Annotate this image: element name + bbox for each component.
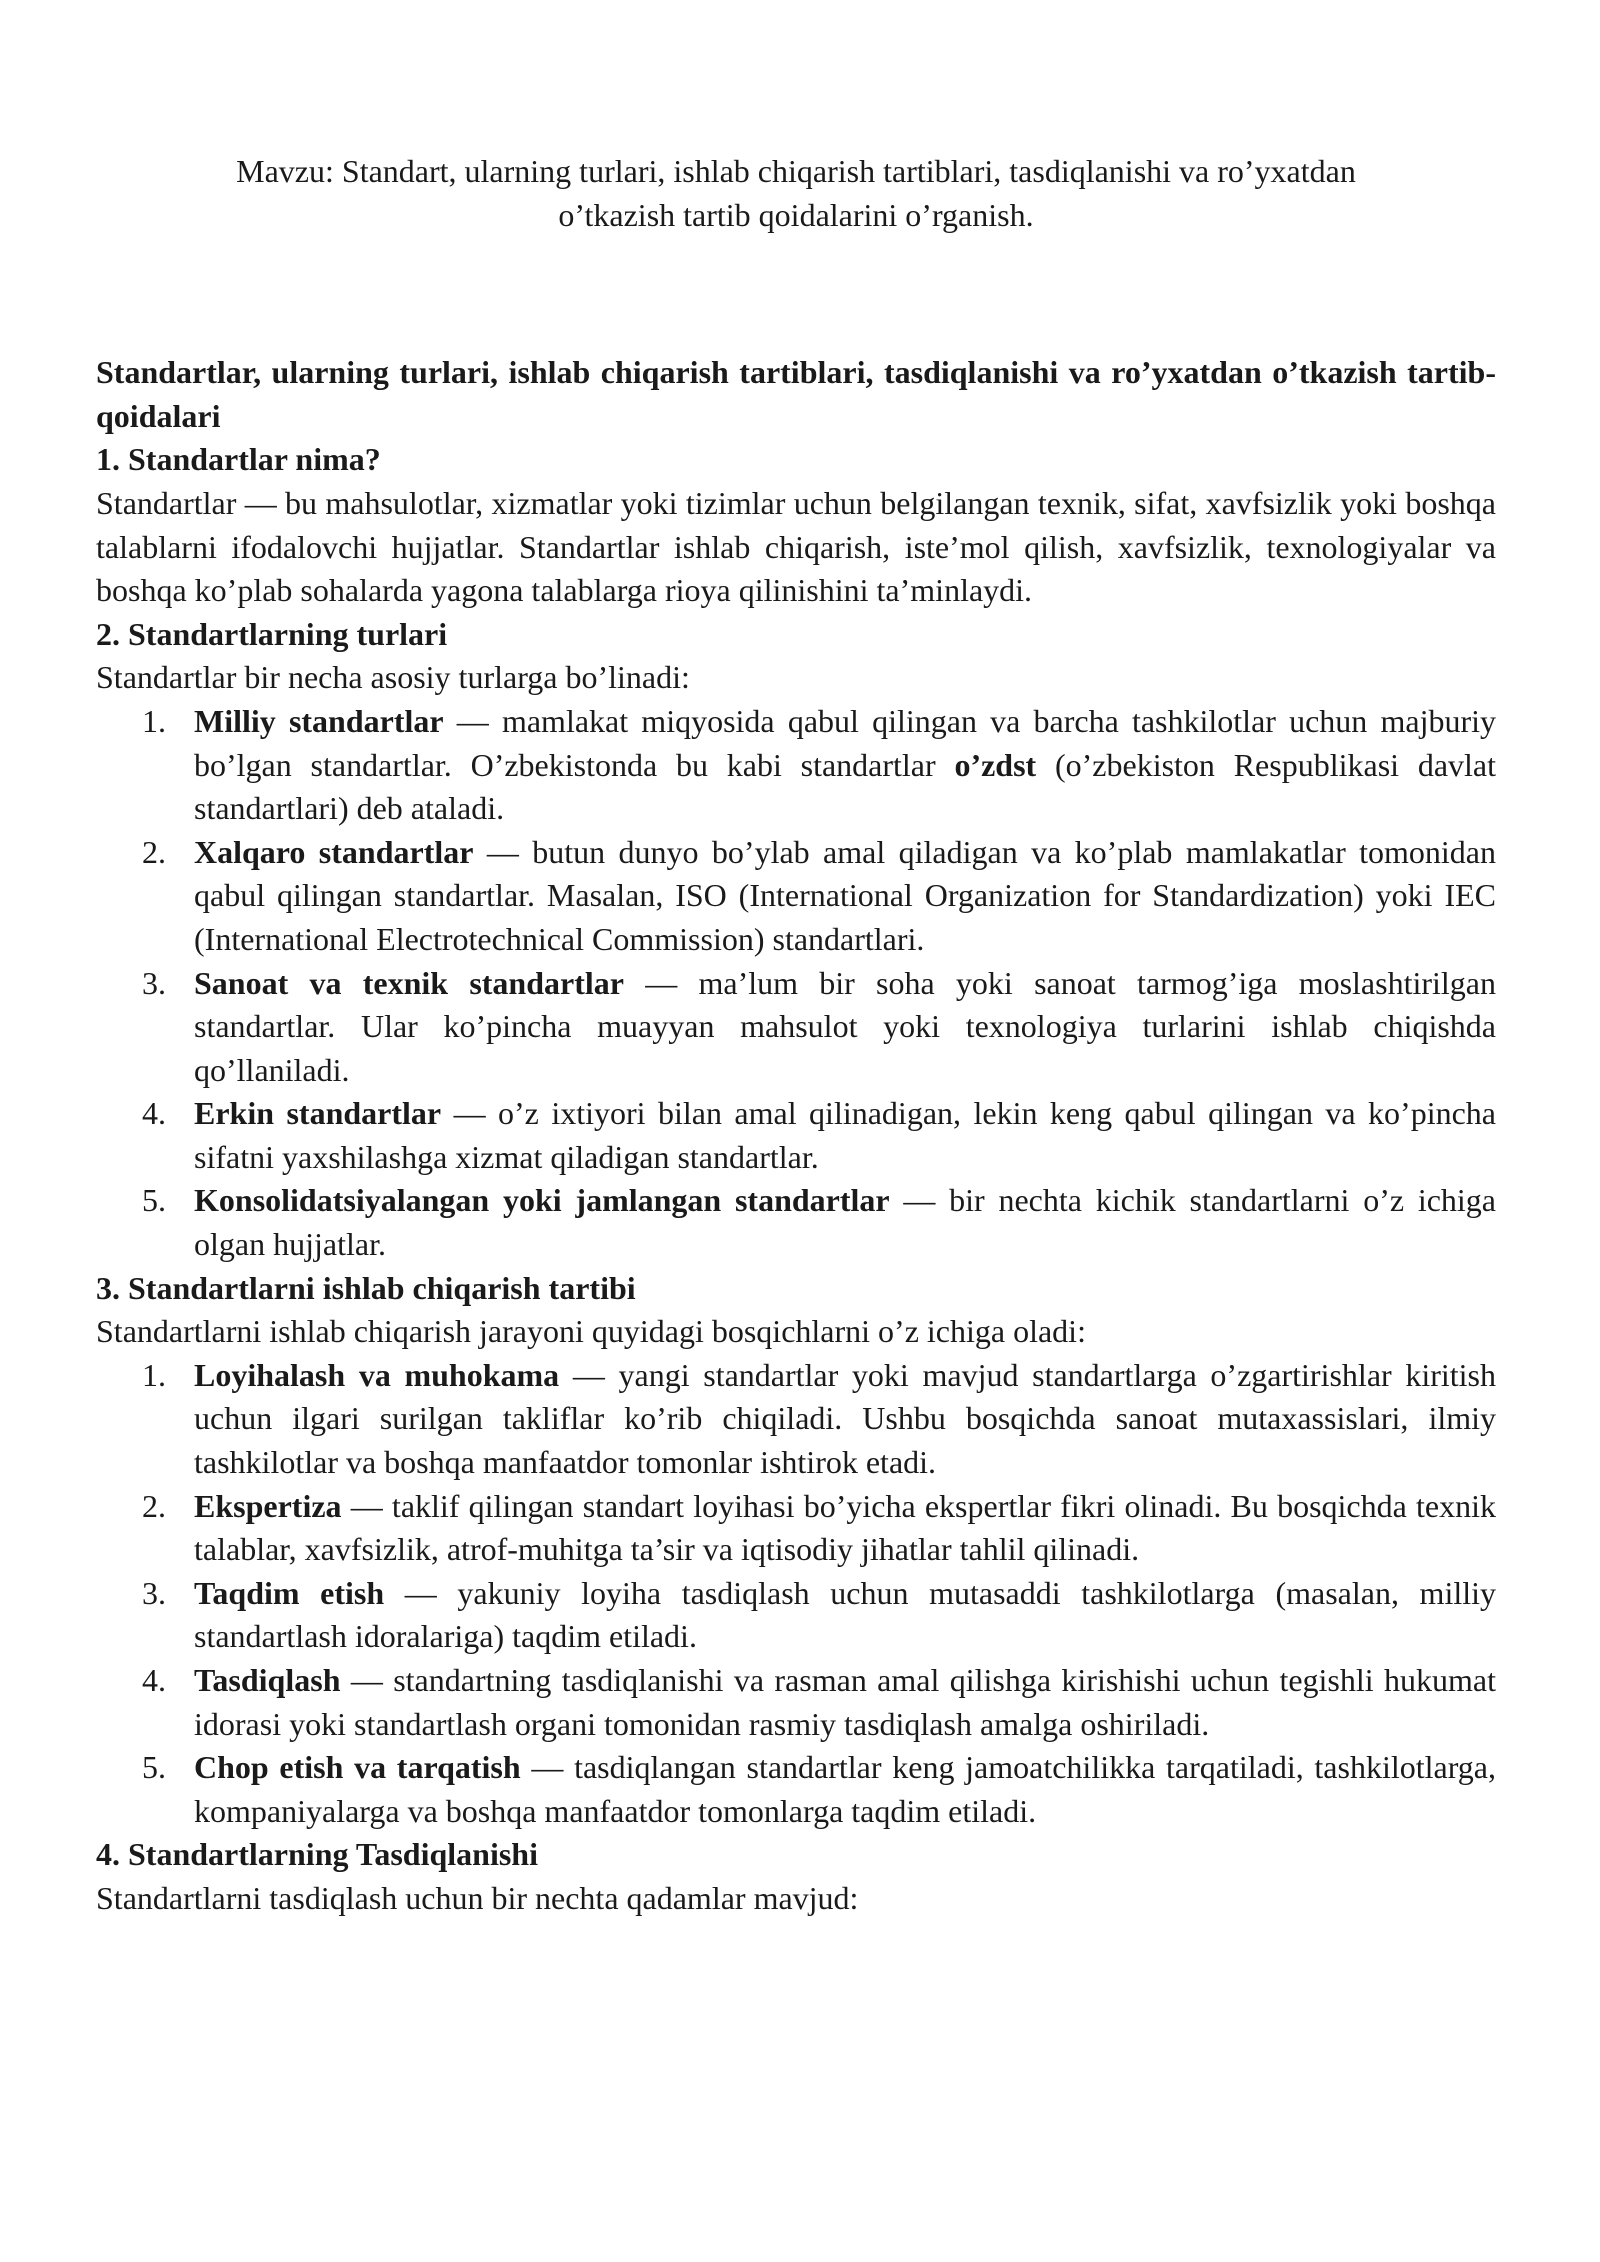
list-item-term: Tasdiqlash [194,1662,341,1698]
list-item [142,1354,1497,1485]
list-item-term: Taqdim etish [194,1574,385,1611]
list-item-number: 1. [142,1356,166,1393]
list-item-number: 4. [142,1095,166,1132]
subject-line-1: Mavzu: Standart, ularning turlari, ishlab chiqarish tartiblari, tasdiqlanishi va ro’yxatdan [236,153,1356,189]
list-item-number: 5. [142,1182,166,1219]
list-item [142,700,1497,831]
main-title: Standartlar, ularning turlari, ishlab chiqarish tartiblari, tasdiqlanishi va ro’yxatdan o’tkazish tartib-qoidalari [96,354,1496,434]
section-2-intro: Standartlar bir necha asosiy turlarga bo’linadi: [96,659,690,696]
list-item [142,1746,1497,1833]
list-item-text: — tasdiqlangan standartlar keng jamoatchilikka tarqatiladi, tashkilotlarga, kompaniyalarga va boshqa manfaatdor tomonlarga taqdim etiladi. [194,1749,1497,1829]
section-1-heading: 1. Standartlar nima? [96,441,381,478]
list-item-text: — yangi standartlar yoki mavjud standartlarga o’zgartirishlar kiritish uchun ilgari surilgan takliflar ko’rib chiqiladi. Ushbu bosqichda sanoat mutaxassislari, ilmiy tashkilotlar va boshqa manfaatdor tomonlar ishtirok etadi. [194,1356,1497,1481]
section-3-heading: 3. Standartlarni ishlab chiqarish tartibi [96,1269,636,1306]
production-steps-list [96,1354,1496,1834]
list-item-text-2: (o’zbekiston Respublikasi davlat standartlari) deb ataladi. [194,746,1497,827]
section-2-heading: 2. Standartlarning turlari [96,615,448,652]
list-item-term: Konsolidatsiyalangan yoki jamlangan standartlar [194,1182,890,1219]
list-item-term: Xalqaro standartlar [194,833,474,870]
document-subject [96,150,1496,237]
list-item-term: Milliy standartlar [194,702,444,739]
list-item-text: — bir nechta kichik standartlarni o’z ichiga olgan hujjatlar. [194,1182,1497,1263]
list-item-text: — butun dunyo bo’ylab amal qiladigan va ko’plab mamlakatlar tomonidan qabul qilingan standartlar. Masalan, ISO (International Organization for Standardization) yoki IEC (International Electrotechnical Commission) standartlari. [194,833,1497,957]
list-item-text: — o’z ixtiyori bilan amal qilinadigan, lekin keng qabul qilingan va ko’pincha sifatni yaxshilashga xizmat qiladigan standartlar. [194,1095,1497,1175]
list-item-text: — ma’lum bir soha yoki sanoat tarmog’iga moslashtirilgan standartlar. Ular ko’pincha muayyan mahsulot yoki texnologiya turlarini ishlab chiqishda qo’llaniladi. [194,964,1497,1088]
section-4-heading: 4. Standartlarning Tasdiqlanishi [96,1836,538,1873]
list-item-number: 2. [142,1487,166,1524]
list-item-text: — yakuniy loyiha tasdiqlash uchun mutasaddi tashkilotlarga (masalan, milliy standartlash idoralariga) taqdim etiladi. [194,1574,1497,1655]
list-item [142,1572,1497,1659]
list-item [142,1659,1496,1746]
subject-line-2: o’tkazish tartib qoidalarini o’rganish. [558,196,1034,233]
list-item [142,1485,1496,1572]
list-item-number: 1. [142,702,166,739]
list-item-number: 4. [142,1662,166,1698]
list-item-term: Ekspertiza [194,1487,342,1524]
list-item-term: Sanoat va texnik standartlar [194,964,624,1001]
list-item-number: 2. [142,833,166,870]
list-item-text: — mamlakat miqyosida qabul qilingan va barcha tashkilotlar uchun majburiy bo’lgan standartlar. O’zbekistonda bu kabi standartlar [194,702,1497,783]
document-page [96,150,1496,1921]
list-item-term-2: o’zdst [954,746,1037,783]
list-item-term: Erkin standartlar [194,1095,442,1132]
list-item-number: 5. [142,1749,166,1786]
list-item-number: 3. [142,964,166,1001]
list-item-term: Loyihalash va muhokama [194,1356,560,1393]
standard-types-list [96,700,1496,1267]
list-item [142,1092,1497,1179]
section-3-intro: Standartlarni ishlab chiqarish jarayoni quyidagi bosqichlarni o’z ichiga oladi: [96,1313,1086,1350]
list-item [142,962,1497,1093]
list-item-number: 3. [142,1574,166,1611]
list-item [142,831,1497,962]
list-item [142,1179,1497,1266]
list-item-text: — taklif qilingan standart loyihasi bo’yicha ekspertlar fikri olinadi. Bu bosqichda texnik talablar, xavfsizlik, atrof-muhitga ta’sir va iqtisodiy jihatlar tahlil qilinadi. [194,1487,1496,1568]
section-4-intro: Standartlarni tasdiqlash uchun bir nechta qadamlar mavjud: [96,1879,859,1916]
list-item-term: Chop etish va tarqatish [194,1749,521,1786]
section-1-text: Standartlar — bu mahsulotlar, xizmatlar yoki tizimlar uchun belgilangan texnik, sifat, xavfsizlik yoki boshqa talablarni ifodalovchi hujjatlar. Standartlar ishlab chiqarish, iste’mol qilish, xavfsizlik, texnologiyalar va boshqa ko’plab sohalarda yagona talablarga rioya qilinishini ta’minlaydi. [96,484,1496,609]
list-item-text: — standartning tasdiqlanishi va rasman amal qilishga kirishishi uchun tegishli hukumat idorasi yoki standartlash organi tomonidan rasmiy tasdiqlash amalga oshiriladi. [194,1662,1496,1742]
